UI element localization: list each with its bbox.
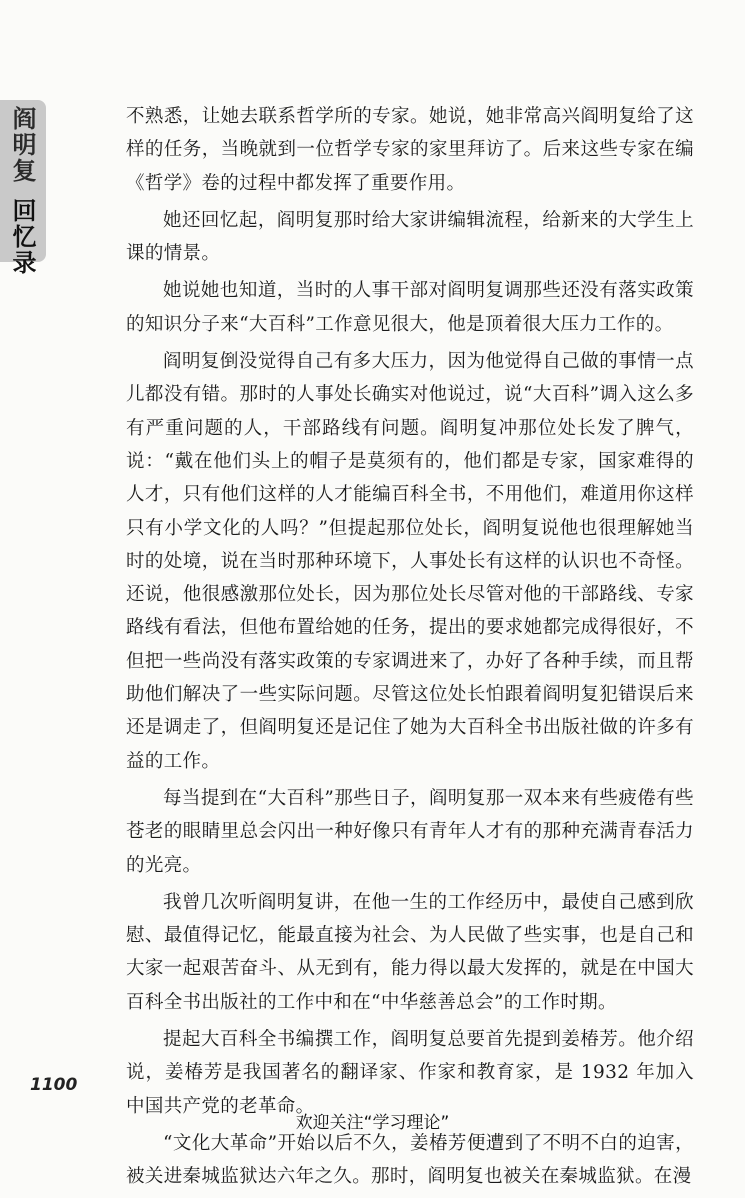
book-title-memoir: 回忆录 [8, 198, 37, 276]
paragraph: 提起大百科全书编撰工作，阎明复总要首先提到姜椿芳。他介绍说，姜椿芳是我国著名的翻译家、作家和教育家，是 1932 年加入中国共产党的老革命。 [126, 1029, 694, 1117]
paragraph: 我曾几次听阎明复讲，在他一生的工作经历中，最使自己感到欣慰、最值得记忆，能最直接为社会、为人民做了些实事，也是自己和大家一起艰苦奋斗、从无到有，能力得以最大发挥的，就是在中国大百科全书出版社的工作中和在“中华慈善总会”的工作时期。 [126, 891, 694, 1013]
body-text [126, 100, 694, 1198]
paragraph: “文化大革命”开始以后不久，姜椿芳便遭到了不明不白的迫害，被关进秦城监狱达六年之久。那时，阎明复也被关在秦城监狱。在漫 [126, 1132, 694, 1188]
paragraph: 不熟悉，让她去联系哲学所的专家。她说，她非常高兴阎明复给了这样的任务，当晚就到一位哲学专家的家里拜访了。后来这些专家在编《哲学》卷的过程中都发挥了重要作用。 [126, 106, 694, 194]
book-title-name: 阎明复 [8, 106, 37, 184]
page-number: 1100 [30, 1075, 78, 1095]
paragraph: 她还回忆起，阎明复那时给大家讲编辑流程，给新来的大学生上课的情景。 [126, 209, 694, 265]
paragraph: 每当提到在“大百科”那些日子，阎明复那一双本来有些疲倦有些苍老的眼睛里总会闪出一种好像只有青年人才有的那种充满青春活力的光亮。 [126, 787, 694, 876]
paragraph: 阎明复倒没觉得自己有多大压力，因为他觉得自己做的事情一点儿都没有错。那时的人事处长确实对他说过，说“大百科”调入这么多有严重问题的人，干部路线有问题。阎明复冲那位处长发了脾气，说：“戴在他们头上的帽子是莫须有的，他们都是专家，国家难得的人才，只有他们这样的人才能编百科全书，不用他们，难道用你这样只有小学文化的人吗？”但提起那位处长，阎明复说他也很理解她当时的处境，说在当时那种环境下，人事处长有这样的认识也不奇怪。还说，他很感激那位处长，因为那位处长尽管对他的干部路线、专家路线有看法，但他布置给她的任务，提出的要求她都完成得很好，不但把一些尚没有落实政策的专家调进来了，办好了各种手续，而且帮助他们解决了一些实际问题。尽管这位处长怕跟着阎明复犯错误后来还是调走了，但阎明复还是记住了她为大百科全书出版社做的许多有益的工作。 [126, 351, 694, 772]
footer-note: 欢迎关注“学习理论” [295, 1113, 450, 1133]
paragraph: 她说她也知道，当时的人事干部对阎明复调那些还没有落实政策的知识分子来“大百科”工作意见很大，他是顶着很大压力工作的。 [126, 280, 694, 335]
